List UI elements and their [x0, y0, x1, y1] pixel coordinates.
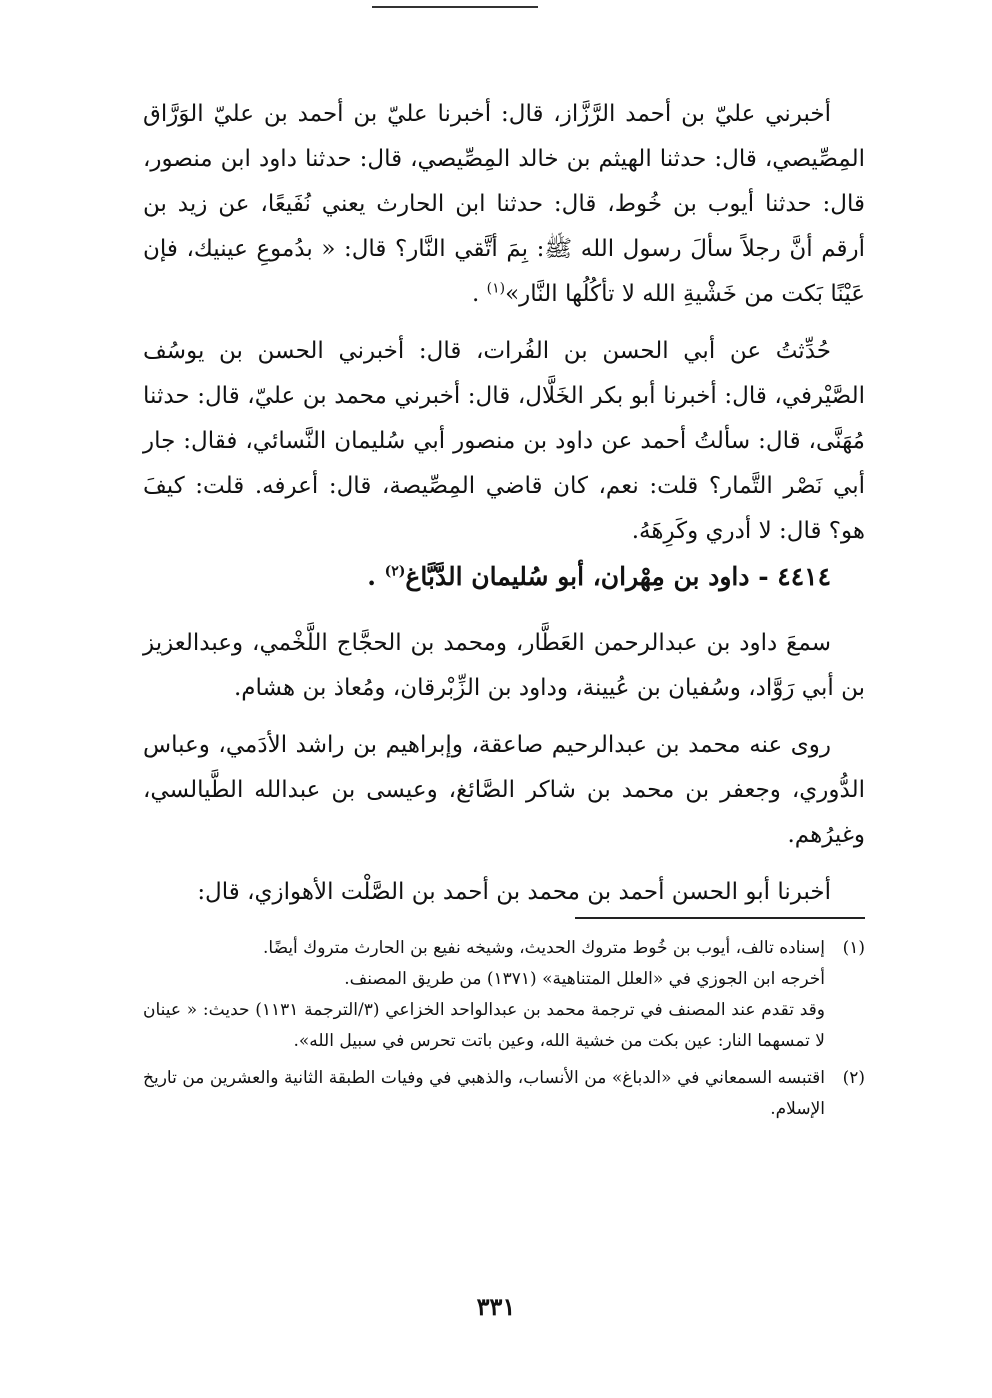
footnote-line: وقد تقدم عند المصنف في ترجمة محمد بن عبدالواحد الخزاعي (٣/الترجمة ١١٣١) حديث: « عينان لا تمسهما النار: عين بكت من خشية الله، وعين باتت تحرس في سبيل الله».	[143, 1000, 825, 1051]
top-rule	[372, 6, 538, 8]
paragraph-report: حُدِّثتُ عن أبي الحسن بن الفُرات، قال: أخبرني الحسن بن يوسُف الصَّيْرفي، قال: أخبرنا أبو بكر الخَلَّال، قال: أخبرني محمد بن عليّ، قال: حدثنا مُهَنَّى، قال: سألتُ أحمد عن داود بن منصور أبي سُليمان النَّسائي، فقال: جار أبي نَصْر التَّمار؟ قلت: نعم، كان قاضي المِصِّيصة، قال: أعرفه. قلت: كيفَ هو؟ قال: لا أدري وكَرِهَهُ.	[143, 338, 865, 544]
footnote-line: إسناده تالف، أيوب بن خُوط متروك الحديث، وشيخه نفيع بن الحارث متروك أيضًا.	[263, 938, 825, 958]
paragraph-teachers: سمعَ داود بن عبدالرحمن العَطَّار، ومحمد بن الحجَّاج اللَّخْمي، وعبدالعزيز بن أبي رَوَّاد، وسُفيان بن عُيينة، وداود بن الزِّبْرقان، ومُعاذ بن هشام.	[143, 630, 865, 701]
entry-heading-text: ٤٤١٤ - داود بن مِهْران، أبو سُليمان الدَّبَّاغ	[405, 562, 831, 591]
footnote-body	[143, 1063, 825, 1125]
paragraph-hadith	[143, 92, 865, 317]
paragraph-chain: أخبرنا أبو الحسن أحمد بن محمد بن أحمد بن الصَّلْت الأهوازي، قال:	[197, 879, 831, 905]
footnote-ref-2: (٢)	[384, 563, 406, 580]
footnote-number: (١)	[842, 938, 865, 958]
footnote-2	[143, 1063, 865, 1125]
footnote-1	[143, 933, 865, 1057]
footnote-body	[143, 933, 825, 1057]
footnote-ref-1: (١)	[486, 280, 506, 297]
paragraph-students: روى عنه محمد بن عبدالرحيم صاعقة، وإبراهيم بن راشد الأدَمي، وعباس الدُّوري، وجعفر بن محمد بن شاكر الصَّائغ، وعيسى بن عبدالله الطَّيالسي، وغيرُهم.	[143, 732, 865, 848]
entry-heading	[143, 554, 865, 599]
footnote-number: (٢)	[842, 1068, 865, 1088]
footnotes	[143, 933, 865, 1125]
footnote-divider	[575, 917, 865, 919]
paragraph-text: أخبرني عليّ بن أحمد الرَّزَّاز، قال: أخبرنا عليّ بن أحمد بن عليّ الوَرَّاق المِصِّيصي، قال: حدثنا الهيثم بن خالد المِصِّيصي، قال: حدثنا داود ابن منصور، قال: حدثنا أيوب بن خُوط، قال: حدثنا ابن الحارث يعني نُفَيعًا، عن زيد بن أرقم أنَّ رجلاً سألَ رسول الله ﷺ: بِمَ أتَّقي النَّار؟ قال: « بدُموعِ عينيك، فإن عَيْنًا بَكت من خَشْيةِ الله لا تأكُلُها النَّار»	[143, 101, 865, 307]
footnote-line: أخرجه ابن الجوزي في «العلل المتناهية» (١٣٧١) من طريق المصنف.	[344, 969, 825, 989]
page-body	[143, 92, 865, 1131]
footnote-line: اقتبسه السمعاني في «الدباغ» من الأنساب، والذهبي في وفيات الطبقة الثانية والعشرين من تاريخ الإسلام.	[143, 1068, 825, 1119]
entry-heading-tail: .	[367, 562, 385, 591]
page-number: ٣٣١	[476, 1292, 516, 1321]
paragraph-tail: .	[472, 281, 487, 307]
